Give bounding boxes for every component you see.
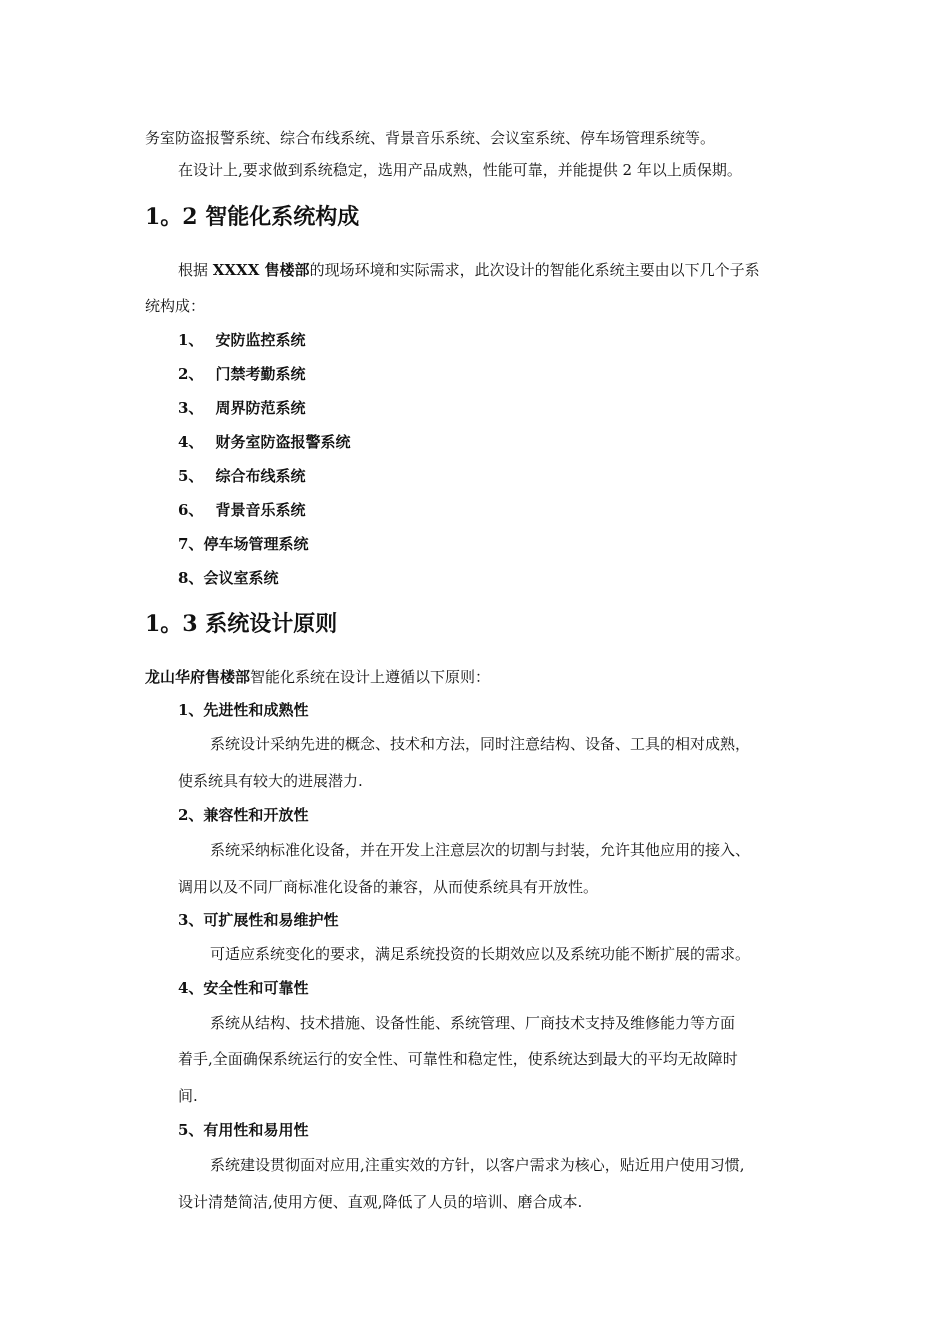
list-item [178, 330, 305, 350]
principle-text-line: 设计清楚简洁,使用方便、直观,降低了人员的培训、磨合成本. [178, 1193, 583, 1211]
principle-title: 3、可扩展性和易维护性 [178, 911, 339, 929]
list-item-number: 3、 [178, 399, 204, 417]
list-item-number: 5、 [178, 467, 204, 485]
principle-text-line: 可适应系统变化的要求，满足系统投资的长期效应以及系统功能不断扩展的需求。 [210, 945, 751, 963]
list-item-number: 4、 [178, 433, 204, 451]
section-1-2-paragraph-line-2: 统构成： [145, 297, 206, 315]
principle-text-line: 间. [178, 1087, 198, 1105]
list-item [178, 568, 278, 588]
para-rest: 的现场环境和实际需求，此次设计的智能化系统主要由以下几个子系 [309, 261, 760, 279]
principle-text-line: 系统建设贯彻面对应用,注重实效的方针，以客户需求为核心，贴近用户使用习惯, [210, 1156, 745, 1174]
list-item [178, 432, 350, 452]
list-item-number: 6、 [178, 501, 204, 519]
principle-text-line: 使系统具有较大的进展潜力. [178, 772, 363, 790]
list-item [178, 398, 305, 418]
intro-line-2: 在设计上,要求做到系统稳定，选用产品成熟，性能可靠，并能提供 2 年以上质保期。 [178, 161, 742, 179]
list-item-label: 背景音乐系统 [215, 501, 306, 519]
para-prefix: 根据 [178, 261, 213, 279]
section-1-3-heading: 1。3 系统设计原则 [145, 611, 338, 637]
para-project-name: XXXX 售楼部 [212, 261, 310, 279]
section-1-3-intro [145, 667, 490, 687]
list-item-label: 周界防范系统 [215, 399, 306, 417]
principle-title: 5、有用性和易用性 [178, 1121, 309, 1139]
list-item [178, 534, 308, 554]
principle-text-line: 调用以及不同厂商标准化设备的兼容，从而使系统具有开放性。 [178, 878, 599, 896]
list-item-label: 门禁考勤系统 [215, 365, 306, 383]
principle-title: 2、兼容性和开放性 [178, 806, 309, 824]
list-item-number: 7、 [178, 535, 204, 553]
list-item [178, 466, 305, 486]
section-1-2-paragraph-line-1 [178, 260, 760, 280]
principle-title: 4、安全性和可靠性 [178, 979, 309, 997]
list-item [178, 500, 305, 520]
intro-rest: 智能化系统在设计上遵循以下原则： [250, 668, 491, 686]
list-item-number: 2、 [178, 365, 204, 383]
intro-line-1: 务室防盗报警系统、综合布线系统、背景音乐系统、会议室系统、停车场管理系统等。 [145, 129, 716, 147]
principle-title: 1、先进性和成熟性 [178, 701, 309, 719]
list-item-number: 1、 [178, 331, 204, 349]
principle-text-line: 着手,全面确保系统运行的安全性、可靠性和稳定性，使系统达到最大的平均无故障时 [178, 1050, 738, 1068]
list-item [178, 364, 305, 384]
section-1-2-heading: 1。2 智能化系统构成 [145, 204, 360, 230]
list-item-label: 会议室系统 [203, 569, 279, 587]
list-item-label: 安防监控系统 [215, 331, 306, 349]
list-item-number: 8、 [178, 569, 204, 587]
intro-project-name: 龙山华府售楼部 [145, 668, 251, 686]
list-item-label: 综合布线系统 [215, 467, 306, 485]
list-item-label: 财务室防盗报警系统 [215, 433, 351, 451]
list-item-label: 停车场管理系统 [203, 535, 309, 553]
principle-text-line: 系统设计采纳先进的概念、技术和方法，同时注意结构、设备、工具的相对成熟， [210, 735, 751, 753]
principle-text-line: 系统从结构、技术措施、设备性能、系统管理、厂商技术支持及维修能力等方面 [210, 1014, 736, 1032]
principle-text-line: 系统采纳标准化设备，并在开发上注意层次的切割与封装，允许其他应用的接入、 [210, 841, 751, 859]
